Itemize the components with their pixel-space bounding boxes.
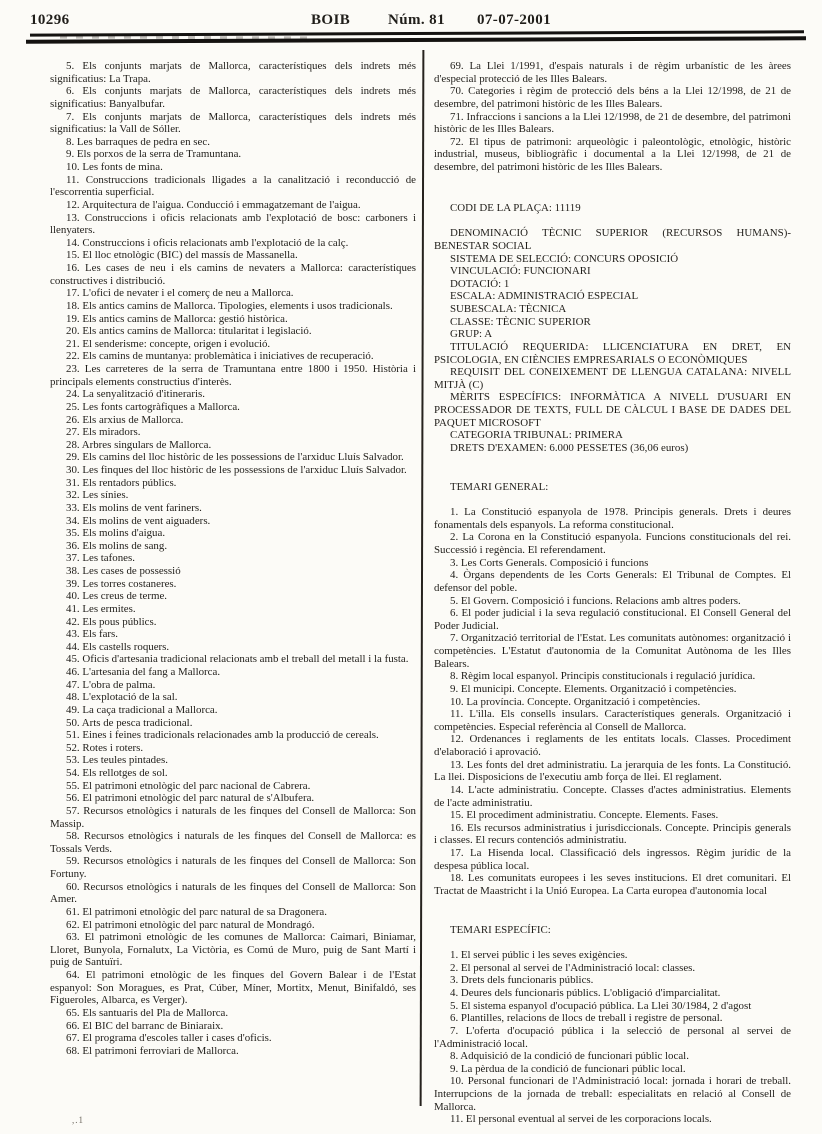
list-item: SUBESCALA: TÈCNICA [450,303,567,315]
list-item: 20. Els antics camins de Mallorca: titularitat i legislació. [66,325,312,338]
list-item: 12. Ordenances i reglaments de les entitats locals. Classes. Procediment d'elaboració i aprovació. [434,733,791,758]
list-item: 48. L'explotació de la sal. [66,691,178,704]
list-item: 32. Les sínies. [66,489,129,502]
list-item: 14. L'acte administratiu. Concepte. Classes d'actes administratius. Elements de l'acte administratiu. [434,783,791,809]
list-item: 36. Els molins de sang. [66,539,168,552]
list-item: 51. Eines i feines tradicionals relacionades amb la producció de cereals. [66,729,379,742]
column-divider [420,50,425,1106]
list-item: 9. Els porxos de la serra de Tramuntana. [66,148,242,161]
list-item: 46. L'artesania del fang a Mallorca. [66,666,221,678]
list-item: REQUISIT DEL CONEIXEMENT DE LLENGUA CATALANA: NIVELL MITJÀ (C) [434,366,791,391]
list-item: 10. Les fonts de mina. [66,161,163,173]
list-item: 66. El BIC del barranc de Biniaraix. [66,1019,224,1032]
placa-details [434,227,791,454]
list-item: 17. L'ofici de nevater i el comerç de neu a Mallorca. [66,287,294,300]
list-item: 44. Els castells roquers. [66,640,170,653]
temari-general-items [434,506,791,897]
list-item: 33. Els molins de vent fariners. [66,501,202,514]
list-item: 69. La Llei 1/1991, d'espais naturals i de règim urbanístic de les àrees d'especial protecció de les Illes Balears. [434,60,791,85]
list-item: 13. Les fonts del dret administratiu. La jerarquia de les fonts. La Constitució. La llei. Disposicions de l'executiu amb força de llei. El reglament. [434,758,791,784]
list-item: 7. Organització territorial de l'Estat. Les comunitats autònomes: organització i competències. L'Estatut d'autonomia de la Comunitat Autònoma de les Illes Balears. [434,632,791,670]
list-item: 7. L'oferta d'ocupació pública i la selecció de personal al servei de l'Administració local. [434,1024,791,1050]
list-item: 39. Les torres costaneres. [66,577,177,590]
list-item: 15. El procediment administratiu. Concepte. Elements. Fases. [450,809,719,822]
list-item: 47. L'obra de palma. [66,678,156,691]
list-item: 15. El lloc etnològic (BIC) del massís de Massanella. [66,249,298,262]
header-date: 07-07-2001 [477,12,551,28]
list-item: 62. El patrimoni etnològic del parc natural de Mondragó. [66,918,315,931]
list-item: 13. Construccions i oficis relacionats amb l'explotació de bosc: carboners i llenyaters. [50,211,416,237]
list-item: 70. Categories i règim de protecció dels béns a la Llei 12/1998, de 21 de desembre, del patrimoni històric de les Illes Balears. [434,85,791,110]
list-item: VINCULACIÓ: FUNCIONARI [450,265,591,278]
list-item: 38. Les cases de possessió [66,565,181,577]
list-item: 17. La Hisenda local. Classificació dels ingressos. Règim jurídic de la despesa pública local. [434,847,791,872]
list-item: DRETS D'EXAMEN: 6.000 PESSETES (36,06 euros) [450,441,689,454]
section-title-temari-especific: TEMARI ESPECÍFIC: [450,923,551,936]
list-item: 6. El poder judicial i la seva regulació constitucional. El Consell General del Poder Judicial. [434,607,791,632]
list-item: 40. Les creus de terme. [66,590,167,603]
list-item: DOTACIÓ: 1 [450,277,510,290]
list-item: 2. El personal al servei de l'Administració local: classes. [450,961,696,974]
list-item: 4. Òrgans dependents de les Corts Generals: El Tribunal de Comptes. El defensor del poble. [434,569,791,594]
list-item: 57. Recursos etnològics i naturals de les finques del Consell de Mallorca: Son Massip. [50,804,416,830]
list-item: ESCALA: ADMINISTRACIÓ ESPECIAL [450,290,639,303]
list-item: 8. Adquisició de la condició de funcionari públic local. [450,1050,689,1063]
list-item: 29. Els camins del lloc històric de les possessions de l'arxiduc Lluís Salvador. [66,451,404,464]
list-item: 25. Les fonts cartogràfiques a Mallorca. [66,400,240,413]
list-item: 8. Règim local espanyol. Principis constitucionals i regulació jurídica. [450,670,756,683]
list-item: CLASSE: TÈCNIC SUPERIOR [450,315,591,328]
list-item: 68. El patrimoni ferroviari de Mallorca. [66,1044,239,1057]
list-item: 2. La Corona en la Constitució espanyola. Funcions constitucionals del rei. Successió i regència. El referendament. [434,531,791,556]
issue-number: Núm. 81 [388,12,445,28]
list-item: 14. Construccions i oficis relacionats amb l'explotació de la calç. [66,236,349,249]
list-item: 8. Les barraques de pedra en sec. [66,135,210,148]
list-item: MÈRITS ESPECÍFICS: INFORMÀTICA A NIVELL D'USUARI EN PROCESSADOR DE TEXTS, FULL DE CÀLCUL I BASE DE DADES DEL PAQUET MICROSOFT [434,391,791,429]
list-item: 71. Infraccions i sancions a la Llei 12/1998, de 21 de desembre, del patrimoni històric de les Illes Balears. [434,110,791,136]
section-title-temari-general: TEMARI GENERAL: [450,480,549,493]
list-item: 11. El personal eventual al servei de les corporacions locals. [450,1113,712,1126]
list-item: 10. Personal funcionari de l'Administració local: jornada i horari de treball. Interrupcions de la jornada de treball: especialitats en relació al Consell de Mallorca. [434,1075,791,1113]
list-item: 67. El programa d'escoles taller i cases d'oficis. [66,1032,272,1045]
temari-items-69-72 [434,60,791,174]
list-item: 1. El servei públic i les seves exigències. [450,949,628,962]
right-column [434,60,791,1126]
header-rule [26,30,806,43]
list-item: 64. El patrimoni etnològic de les finques del Govern Balear i de l'Estat espanyol: Son Moragues, es Prat, Cúber, Míner, Mortitx, Menut, Binifaldó, ses Figueroles, Albarca, es Verger). [50,969,416,1007]
list-item: 50. Arts de pesca tradicional. [66,716,193,729]
list-item: 55. El patrimoni etnològic del parc nacional de Cabrera. [66,779,311,792]
list-item: 45. Oficis d'artesania tradicional relacionats amb el treball del metall i la fusta. [66,653,409,666]
list-item: 59. Recursos etnològics i naturals de les finques del Consell de Mallorca: Son Fortuny. [50,855,416,880]
placa-code: CODI DE LA PLAÇA: 11119 [450,201,581,214]
temari-items-5-68 [50,60,416,1057]
list-item: 52. Rotes i roters. [66,741,144,754]
journal-title: BOIB [311,12,351,28]
list-item: 26. Els arxius de Mallorca. [66,413,184,426]
list-item: 4. Deures dels funcionaris públics. L'obligació d'imparcialitat. [450,987,721,999]
list-item: 58. Recursos etnològics i naturals de les finques del Consell de Mallorca: es Tossals Verds. [50,830,416,855]
list-item: TITULACIÓ REQUERIDA: LLICENCIATURA EN DRET, EN PSICOLOGIA, EN CIÈNCIES EMPRESARIALS O ECONÒMIQUES [434,340,791,366]
list-item: 43. Els fars. [66,628,119,641]
list-item: DENOMINACIÓ TÈCNIC SUPERIOR (RECURSOS HUMANS)-BENESTAR SOCIAL [434,227,791,252]
list-item: 24. La senyalització d'itineraris. [66,388,205,401]
list-item: 61. El patrimoni etnològic del parc natural de sa Dragonera. [66,905,327,918]
list-item: 41. Les ermites. [66,602,136,615]
list-item: 23. Les carreteres de la serra de Tramuntana entre 1800 i 1950. Història i principals elements constructius d'interès. [50,363,416,388]
list-item: 30. Les finques del lloc històric de les possessions de l'arxiduc Lluís Salvador. [66,464,407,476]
list-item: 1. La Constitució espanyola de 1978. Principis generals. Drets i deures fonamentals dels espanyols. La reforma constitucional. [434,506,791,531]
list-item: 3. Drets dels funcionaris públics. [450,974,594,987]
list-item: 42. Els pous públics. [66,615,157,628]
list-item: 27. Els miradors. [66,426,141,439]
list-item: 6. Plantilles, relacions de llocs de treball i registre de personal. [450,1012,723,1025]
list-item: 31. Els rentadors públics. [66,476,177,489]
list-item: 5. El sistema espanyol d'ocupació pública. La Llei 30/1984, 2 d'agost [450,999,752,1012]
list-item: 5. El Govern. Composició i funcions. Relacions amb altres poders. [450,594,741,607]
list-item: 53. Les teules pintades. [66,754,168,767]
list-item: 60. Recursos etnològics i naturals de les finques del Consell de Mallorca: Son Amer. [50,880,416,906]
left-column [50,60,416,1057]
list-item: GRUP: A [450,328,493,341]
list-item: 16. Els recursos administratius i jurisdiccionals. Concepte. Principis generals i classes. El recurs contenciós administratiu. [434,821,791,847]
list-item: 9. El municipi. Concepte. Elements. Organització i competències. [450,682,737,695]
list-item: 72. El tipus de patrimoni: arqueològic i paleontològic, etnològic, històric industrial, museus, bibliogràfic i documental a la Llei 12/1998, de 21 de desembre, del patrimoni històric de les Illes Balears. [434,135,791,173]
list-item: 21. El senderisme: concepte, origen i evolució. [66,337,271,350]
list-item: 11. Construccions tradicionals lligades a la canalització i reconducció de l'escorrentia superficial. [50,173,416,199]
list-item: 5. Els conjunts marjats de Mallorca, característiques dels indrets més significatius: La Trapa. [50,60,416,85]
list-item: 49. La caça tradicional a Mallorca. [66,703,218,716]
list-item: 28. Arbres singulars de Mallorca. [66,438,212,451]
list-item: CATEGORIA TRIBUNAL: PRIMERA [450,429,623,442]
list-item: 65. Els santuaris del Pla de Mallorca. [66,1006,229,1019]
list-item: 12. Arquitectura de l'aigua. Conducció i emmagatzemant de l'aigua. [66,198,361,211]
temari-especific-items [434,949,791,1126]
list-item: 54. Els rellotges de sol. [66,767,168,779]
list-item: 19. Els antics camins de Mallorca: gestió històrica. [66,312,288,325]
list-item: 56. El patrimoni etnològic del parc natural de s'Albufera. [66,792,315,805]
list-item: 35. Els molins d'aigua. [66,527,166,540]
list-item: 18. Els antics camins de Mallorca. Tipologies, elements i usos tradicionals. [66,299,393,312]
list-item: 9. La pèrdua de la condició de funcionari públic local. [450,1062,686,1075]
list-item: 16. Les cases de neu i els camins de nevaters a Mallorca: característiques constructives i distribució. [50,262,416,287]
list-item: 37. Les tafones. [66,552,135,565]
list-item: 34. Els molins de vent aiguaders. [66,514,211,527]
list-item: 10. La província. Concepte. Organització i competències. [450,695,701,708]
list-item: SISTEMA DE SELECCIÓ: CONCURS OPOSICIÓ [450,252,679,265]
list-item: 7. Els conjunts marjats de Mallorca, característiques dels indrets més significatius: la Vall de Sóller. [50,110,416,136]
list-item: 6. Els conjunts marjats de Mallorca, característiques dels indrets més significatius: Banyalbufar. [50,85,416,110]
page-number: 10296 [30,12,70,28]
list-item: 22. Els camins de muntanya: problemàtica i iniciatives de recuperació. [66,350,374,363]
list-item: 3. Les Corts Generals. Composició i funcions [450,556,649,569]
list-item: 11. L'illa. Els consells insulars. Característiques generals. Organització i competències. Especial referència al Consell de Mallorca. [434,708,791,733]
list-item: 18. Les comunitats europees i les seves institucions. El dret comunitari. El Tractat de Maastricht i la Unió Europea. La Carta europea d'autonomia local [434,872,791,897]
list-item: 63. El patrimoni etnològic de les comunes de Mallorca: Caimari, Biniamar, Lloret, Bunyola, Fornalutx, La Victòria, es Comú de Muro, puig de Sant Martí i puig de Santuïri. [50,931,416,969]
scan-artifact: ,.1 [72,1115,84,1125]
